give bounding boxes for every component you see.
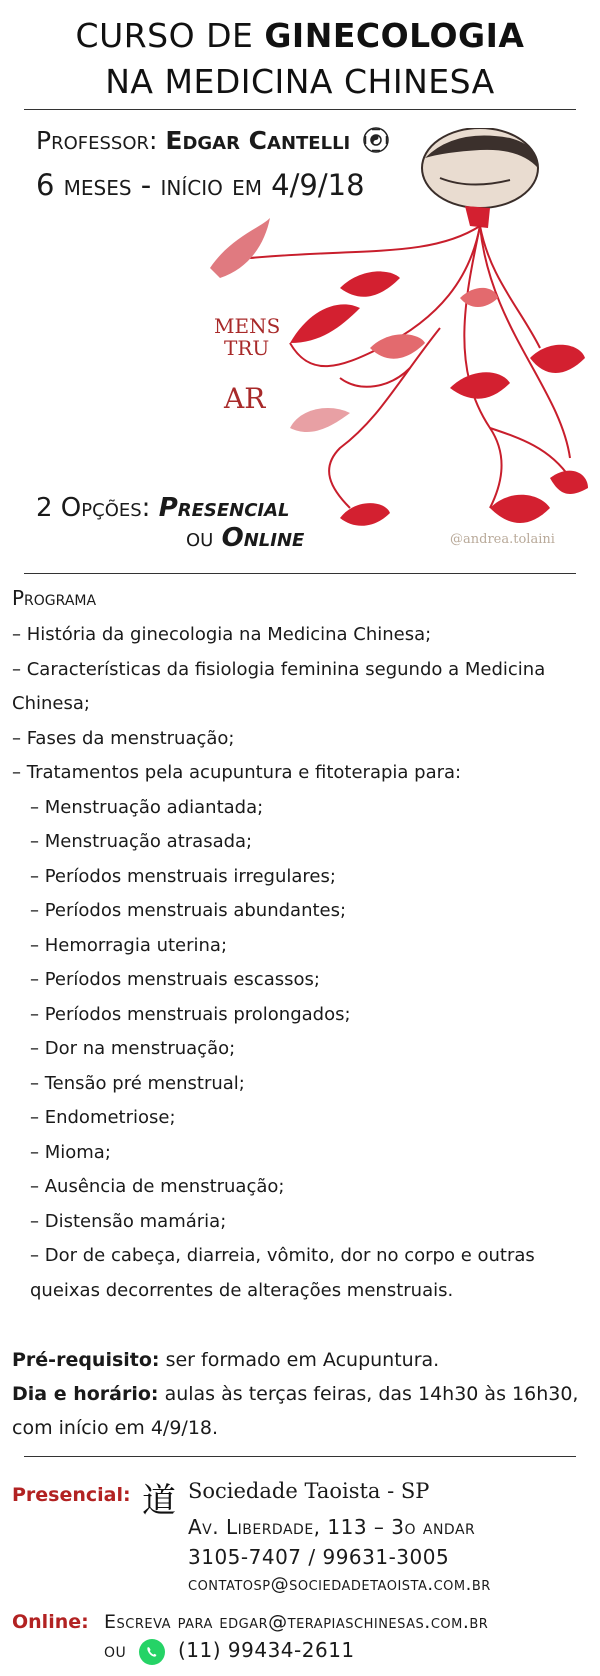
org-name: Sociedade Taoista - SP (188, 1479, 430, 1503)
head-figure (422, 128, 538, 228)
course-duration: 6 meses - início em 4/9/18 (36, 168, 365, 202)
requirements (12, 1343, 592, 1445)
schedule-label: Dia e horário: (12, 1383, 159, 1405)
prereq-label: Pré-requisito: (12, 1349, 160, 1371)
list-item: – História da ginecologia na Medicina Chinesa; (12, 624, 432, 645)
whatsapp-number[interactable]: (11) 99434-2611 (178, 1638, 355, 1662)
list-item: – Fases da menstruação; (12, 727, 235, 749)
list-subitem: – Hemorragia uterina; (30, 934, 228, 956)
list-subitem: – Menstruação atrasada; (30, 831, 253, 852)
list-subitem: – Menstruação adiantada; (30, 796, 264, 818)
list-item: – Características da fisiologia feminina segundo a Medicina Chinesa; (12, 658, 546, 714)
professor-line (36, 126, 390, 155)
professor-label: Professor: (36, 126, 158, 155)
list-subitem: – Dor de cabeça, diarreia, vômito, dor no corpo e outras queixas decorrentes de alterações menstruais. (30, 1245, 535, 1301)
divider (24, 109, 576, 110)
art-text-tru: TRU (224, 336, 270, 360)
title-bold: GINECOLOGIA (264, 16, 525, 55)
online-label: Online: (12, 1611, 89, 1633)
prereq-text: ser formado em Acupuntura. (165, 1349, 440, 1371)
professor-name: Edgar Cantelli (165, 126, 351, 155)
list-subitem: – Períodos menstruais abundantes; (30, 900, 347, 921)
list-subitem: – Períodos menstruais prolongados; (30, 1003, 351, 1025)
org-address: Av. Liberdade, 113 – 3o andar (188, 1515, 476, 1539)
page-title (0, 16, 600, 55)
title-prefix: CURSO DE (75, 16, 254, 55)
whatsapp-icon (139, 1639, 165, 1665)
options-connector: ou (186, 523, 214, 553)
org-phones: 3105-7407 / 99631-3005 (188, 1545, 450, 1569)
presencial-label: Presencial: (12, 1484, 131, 1506)
list-subitem: – Endometriose; (30, 1107, 176, 1128)
list-subitem: – Períodos menstruais irregulares; (30, 865, 336, 887)
page-subtitle: NA MEDICINA CHINESA (105, 62, 495, 101)
tao-logo: 道 (142, 1481, 176, 1521)
program-heading: Programa (12, 586, 97, 610)
art-credit: @andrea.tolaini (450, 532, 555, 547)
list-subitem: – Distensão mamária; (30, 1210, 227, 1232)
bagua-icon (362, 126, 390, 154)
options-prefix: 2 Opções: (36, 493, 151, 523)
list-subitem: – Mioma; (30, 1141, 111, 1163)
list-item: – Tratamentos pela acupuntura e fitoterapia para: (12, 762, 462, 783)
art-text-mens: MENS (214, 314, 281, 338)
option-presencial: Presencial (158, 493, 290, 523)
option-online: Online (221, 523, 305, 553)
org-email[interactable]: contatosp@sociedadetaoista.com.br (188, 1574, 491, 1595)
online-whatsapp-line (104, 1638, 355, 1665)
list-subitem: – Períodos menstruais escassos; (30, 969, 320, 990)
online-connector: ou (104, 1638, 127, 1662)
course-options (36, 493, 304, 553)
list-subitem: – Ausência de menstruação; (30, 1176, 285, 1197)
divider (24, 1456, 576, 1457)
online-email-text[interactable]: Escreva para edgar@terapiaschinesas.com.br (104, 1611, 489, 1633)
art-text-ar: AR (224, 382, 266, 415)
list-subitem: – Dor na menstruação; (30, 1038, 236, 1059)
list-subitem: – Tensão pré menstrual; (30, 1072, 245, 1094)
schedule-text: aulas às terças feiras, das 14h30 às 16h30, com início em 4/9/18. (12, 1383, 579, 1439)
divider (24, 573, 576, 574)
program-list (12, 618, 592, 1308)
